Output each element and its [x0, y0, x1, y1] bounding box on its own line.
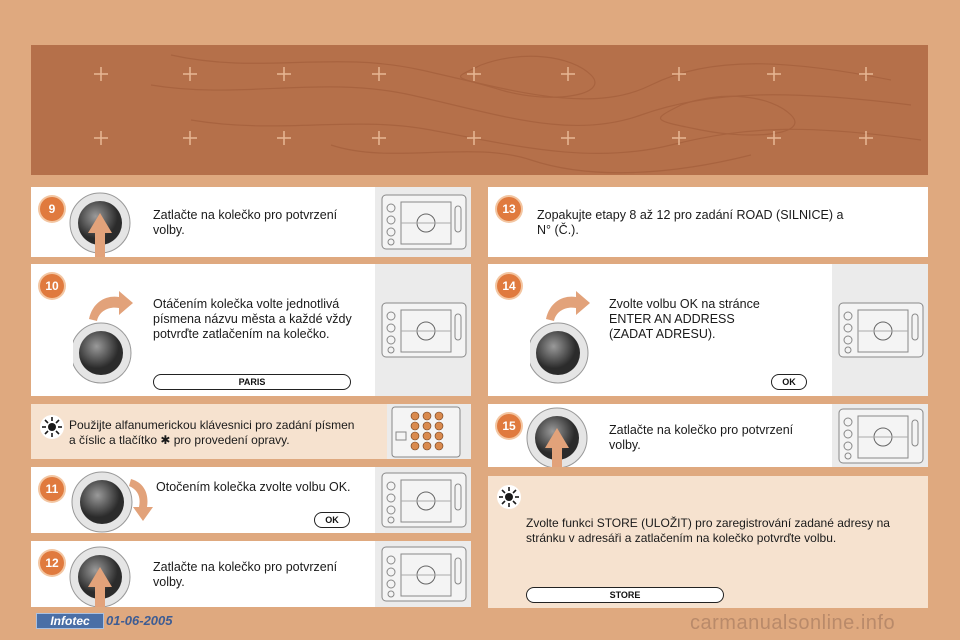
step-text: Zopakujte etapy 8 až 12 pro zadání ROAD (SILNICE) a N° (Č.).	[537, 208, 844, 237]
footer-date: 01-06-2005	[106, 613, 173, 628]
radio-unit-image	[375, 264, 471, 396]
radio-unit-image	[832, 264, 928, 396]
knob-rotate-icon	[71, 471, 161, 533]
radio-unit-image	[375, 467, 471, 533]
step-10-panel	[31, 264, 471, 396]
knob-rotate-icon	[73, 289, 153, 396]
store-tip-panel	[488, 476, 928, 608]
radio-control-icon	[838, 408, 924, 464]
radio-unit-image	[375, 187, 471, 257]
step-badge: 12	[40, 551, 64, 575]
topographic-pattern	[31, 45, 928, 175]
keypad-image	[387, 404, 471, 459]
radio-control-icon	[381, 194, 467, 250]
tip-text: Zvolte funkci STORE (ULOŽIT) pro zaregistrování zadané adresy na stránku v adresáři a zatlačením na kolečko potvrďte volbu.	[526, 516, 890, 545]
knob-rotate-icon	[530, 289, 610, 396]
knob-push-icon	[67, 545, 137, 607]
step-text: Otočením kolečka zvolte volbu OK.	[156, 480, 351, 494]
grid-crosses	[94, 67, 873, 145]
sun-icon	[496, 484, 522, 510]
step-text: Zatlačte na kolečko pro potvrzení volby.	[609, 423, 794, 452]
step-text: Zvolte volbu OK na stránce ENTER AN ADDRESS (ZADAT ADRESU).	[609, 297, 760, 341]
radio-unit-image	[832, 404, 928, 467]
step-13-panel	[488, 187, 928, 257]
step-text: Otáčením kolečka volte jednotlivá písmena názvu města a každé vždy potvrďte zatlačením na kolečko.	[153, 297, 352, 341]
step-text: Zatlačte na kolečko pro potvrzení volby.	[153, 208, 338, 237]
tip-text: Použijte alfanumerickou klávesnici pro zadání písmen a číslic a tlačítko ✱ pro provedení opravy.	[69, 418, 355, 447]
step-text: Zatlačte na kolečko pro potvrzení volby.	[153, 560, 338, 589]
step-9-panel	[31, 187, 471, 257]
step-badge: 11	[40, 477, 64, 501]
radio-unit-image	[375, 541, 471, 607]
radio-control-icon	[381, 546, 467, 602]
header-banner	[31, 45, 928, 175]
sun-icon	[39, 414, 65, 440]
step-badge: 9	[40, 197, 64, 221]
step-badge: 13	[497, 197, 521, 221]
display-value-pill: PARIS	[153, 374, 351, 390]
knob-push-icon	[67, 189, 137, 257]
keyboard-tip-panel	[31, 404, 471, 459]
display-value-pill: STORE	[526, 587, 724, 603]
infotec-logo: Infotec	[36, 613, 104, 629]
watermark: carmanualsonline.info	[690, 612, 896, 634]
keypad-icon	[391, 406, 461, 458]
step-15-panel	[488, 404, 928, 467]
display-value-pill: OK	[771, 374, 807, 390]
step-badge: 10	[40, 274, 64, 298]
step-12-panel	[31, 541, 471, 607]
radio-control-icon	[381, 472, 467, 528]
radio-control-icon	[838, 302, 924, 358]
knob-push-icon	[524, 406, 594, 467]
step-badge: 14	[497, 274, 521, 298]
step-11-panel	[31, 467, 471, 533]
display-value-pill: OK	[314, 512, 350, 528]
step-14-panel	[488, 264, 928, 396]
radio-control-icon	[381, 302, 467, 358]
step-badge: 15	[497, 414, 521, 438]
